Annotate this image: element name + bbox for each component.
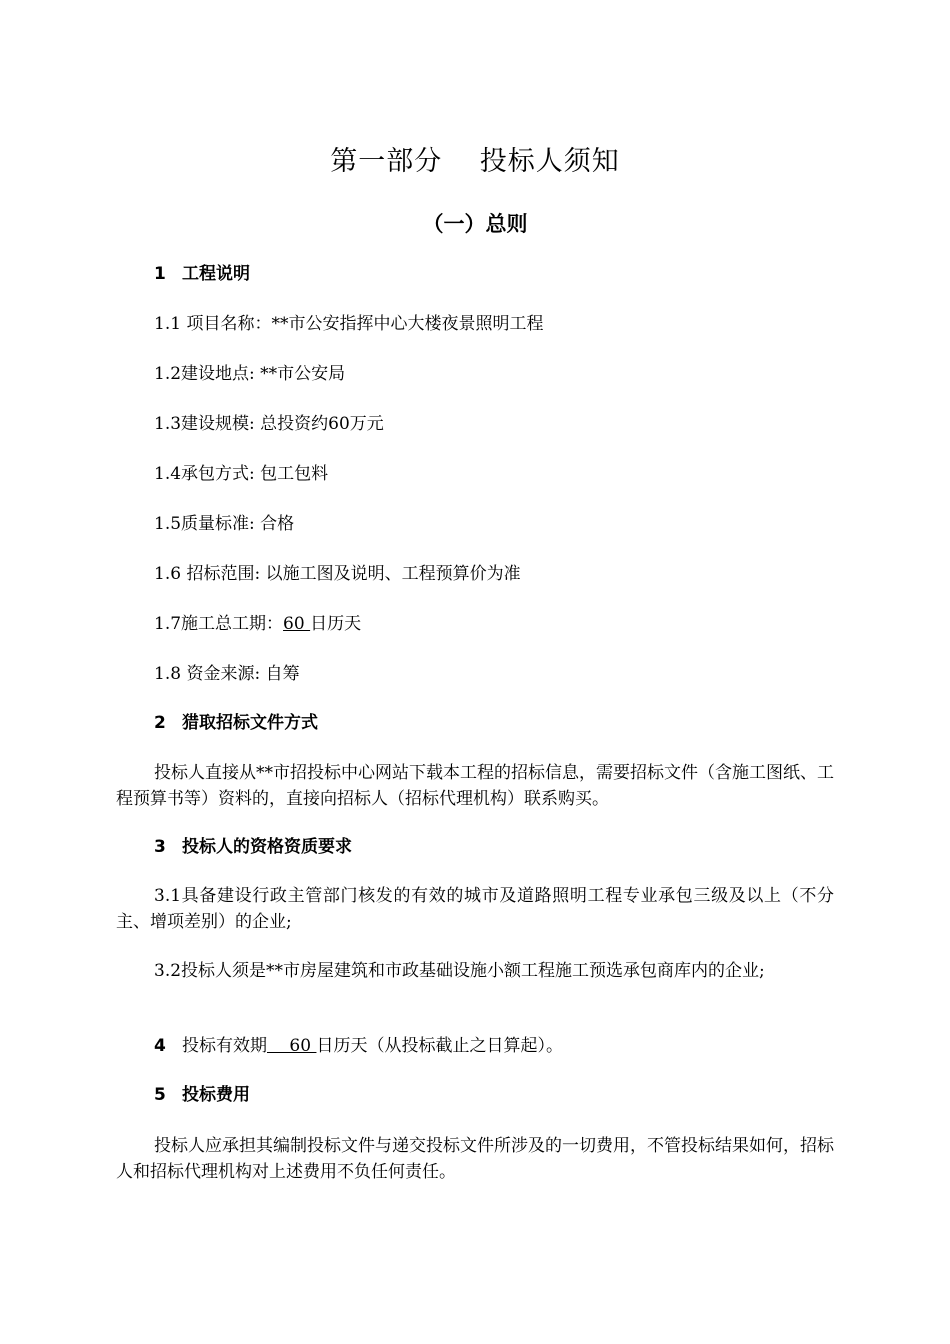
section-2-number: 2 xyxy=(154,713,166,733)
section-5-title: 投标费用 xyxy=(182,1085,250,1105)
item-1-5: 1.5质量标准: 合格 xyxy=(154,514,295,534)
section-3-paragraph-1: 3.1具备建设行政主管部门核发的有效的城市及道路照明工程专业承包三级及以上（不分主、增项差别）的企业; xyxy=(116,886,834,932)
section-5-number: 5 xyxy=(154,1085,166,1105)
section-3-heading xyxy=(154,835,352,859)
section-4-label: 投标有效期 xyxy=(182,1036,267,1056)
section-3-number: 3 xyxy=(154,837,166,857)
section-subtitle: （一）总则 xyxy=(422,212,528,236)
item-1-7-unit: 日历天 xyxy=(310,614,362,634)
item-1-8: 1.8 资金来源: 自筹 xyxy=(154,664,300,684)
section-2-heading xyxy=(154,711,318,735)
section-1-number: 1 xyxy=(154,264,166,284)
item-1-3: 1.3建设规模: 总投资约60万元 xyxy=(154,414,384,434)
item-1-2: 1.2建设地点: **市公安局 xyxy=(154,364,346,384)
section-3-title: 投标人的资格资质要求 xyxy=(182,837,352,857)
section-4-line xyxy=(154,1034,563,1058)
section-5-heading xyxy=(154,1083,250,1107)
item-1-7 xyxy=(154,612,361,636)
item-1-1: 1.1 项目名称：**市公安指挥中心大楼夜景照明工程 xyxy=(154,314,544,334)
section-4-number: 4 xyxy=(154,1036,166,1056)
section-2-title: 猎取招标文件方式 xyxy=(182,713,318,733)
section-5-paragraph: 投标人应承担其编制投标文件与递交投标文件所涉及的一切费用，不管投标结果如何，招标人和招标代理机构对上述费用不负任何责任。 xyxy=(116,1136,834,1182)
item-1-6: 1.6 招标范围: 以施工图及说明、工程预算价为准 xyxy=(154,564,521,584)
section-1-title: 工程说明 xyxy=(182,264,250,284)
item-1-7-value: 60 xyxy=(283,614,311,634)
section-2-paragraph: 投标人直接从**市招投标中心网站下载本工程的招标信息，需要招标文件（含施工图纸、工程预算书等）资料的，直接向招标人（招标代理机构）联系购买。 xyxy=(116,763,834,809)
item-1-4: 1.4承包方式: 包工包料 xyxy=(154,464,329,484)
item-1-7-label: 1.7施工总工期： xyxy=(154,614,284,634)
section-1-heading xyxy=(154,262,250,286)
section-4-suffix: 日历天（从投标截止之日算起）。 xyxy=(316,1036,563,1056)
section-4-value: 60 xyxy=(267,1036,317,1056)
page-title: 第一部分 投标人须知 xyxy=(330,146,620,177)
section-3-paragraph-2: 3.2投标人须是**市房屋建筑和市政基础设施小额工程施工预选承包商库内的企业; xyxy=(154,961,765,981)
